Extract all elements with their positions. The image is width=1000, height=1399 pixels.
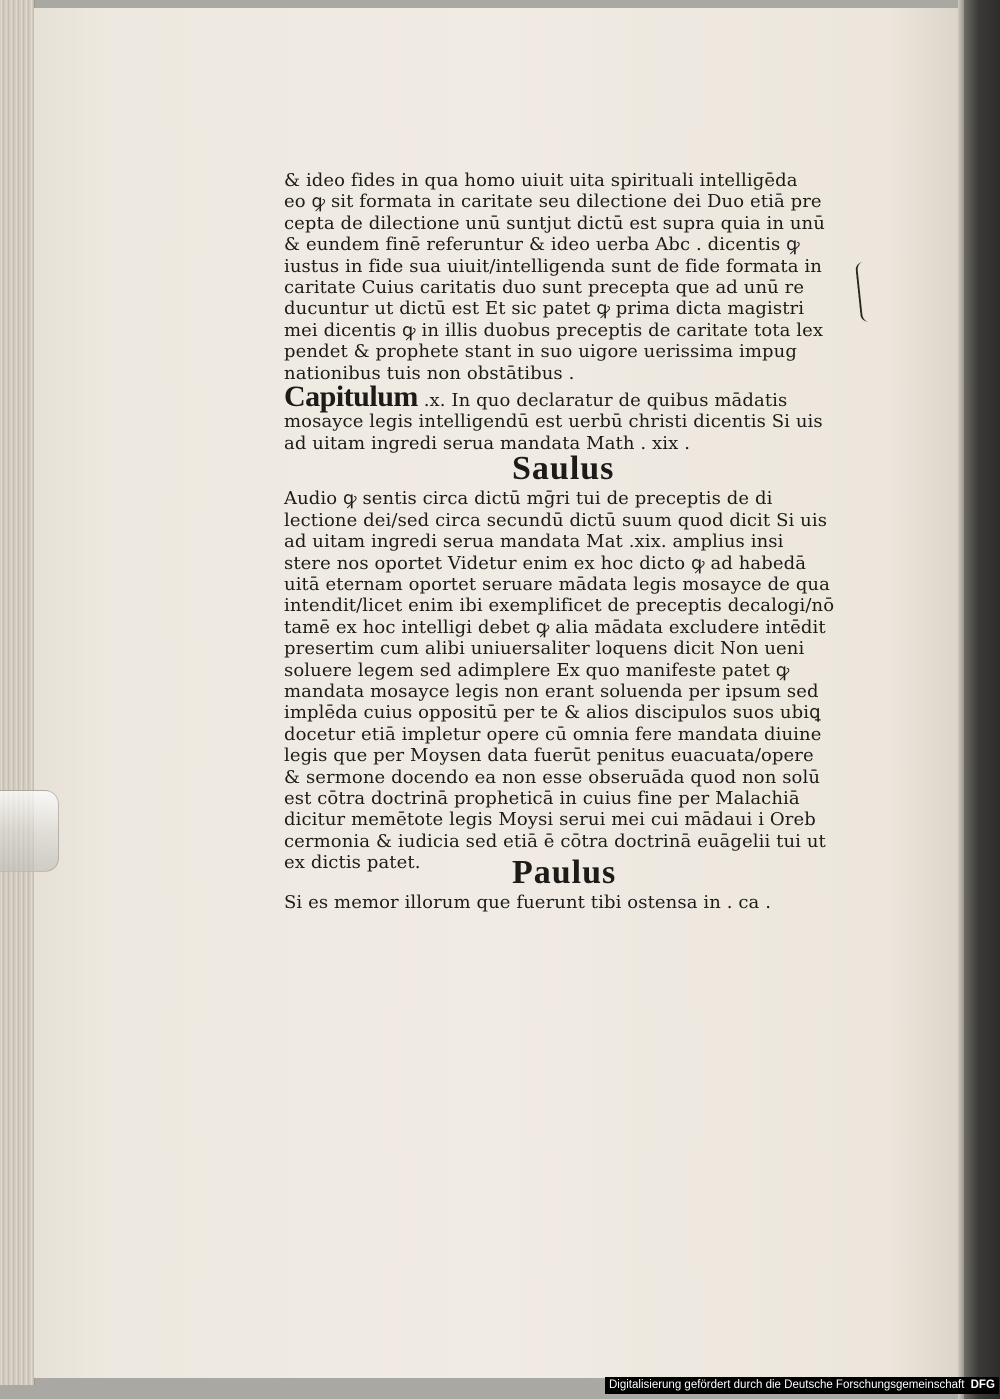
binding-gutter — [964, 0, 1000, 1399]
text-line: legis que per Moysen data fuerūt penitus euacuata/opere — [284, 745, 814, 767]
text-line: soluere legem sed adimplere Ex quo manifeste patet ꝙ — [284, 659, 790, 681]
text-line: est cōtra doctrinā propheticā in cuius fine per Malachiā — [284, 787, 800, 809]
text-column — [284, 170, 864, 913]
text-line: Audio ꝙ sentis circa dictū mḡri tui de preceptis de di — [284, 488, 773, 510]
text-line: lectione dei/sed circa secundū dictū suum quod dicit Si uis — [284, 509, 828, 531]
speaker-paulus: Paulus — [512, 853, 617, 891]
dfg-logo: DFG — [970, 1379, 995, 1391]
text-line: presertim cum alibi uniuersaliter loquens dicit Non ueni — [284, 638, 805, 660]
text-line: & sermone docendo ea non esse obseruāda quod non solū — [284, 766, 821, 788]
text-line: ad uitam ingredi serua mandata Mat .xix. amplius insi — [284, 531, 784, 553]
speaker-paulus-row — [284, 852, 864, 891]
text-line: cermonia & iudicia sed etiā ē cōtra doctrinā euāgelii tui ut — [284, 830, 826, 852]
text-line: pendet & prophete stant in suo uigore uerissima impug — [284, 341, 797, 363]
text-line: & eundem finē referuntur & ideo uerba Abc . dicentis ꝙ — [284, 234, 800, 256]
text-line: & ideo fides in qua homo uiuit uita spirituali intelligēda — [284, 170, 798, 191]
chapter-heading — [284, 380, 864, 414]
chapter-heading-rest: .x. In quo declaratur de quibus mādatis — [423, 390, 788, 412]
text-line: implēda cuius oppositū per te & alios discipulos suos ubiꝗ — [284, 702, 821, 724]
text-line: dicitur memētote legis Moysi serui mei cui mādaui i Oreb — [284, 809, 816, 831]
text-line: iustus in fide sua uiuit/intelligenda sunt de fide formata in — [284, 255, 822, 277]
saulus-paragraph — [284, 488, 864, 873]
text-line: tamē ex hoc intelligi debet ꝙ alia mādata excludere intēdit — [284, 616, 826, 638]
digitization-credit — [605, 1377, 999, 1394]
chapter-summary-line: ad uitam ingredi serua mandata Math . xix . — [284, 432, 691, 454]
chapter-summary-line: mosayce legis intelligendū est uerbū christi dicentis Si uis — [284, 411, 823, 433]
paulus-paragraph — [284, 892, 864, 913]
preceding-paragraph — [284, 170, 864, 384]
speaker-saulus-row — [284, 450, 864, 488]
text-line: Si es memor illorum que fuerunt tibi ostensa in . ca . — [284, 891, 772, 913]
chapter-heading-word: Capitulum — [284, 380, 418, 414]
text-line: ducuntur ut dictū est Et sic patet ꝙ prima dicta magistri — [284, 298, 805, 320]
text-line: cepta de dilectione unū suntjut dictū est supra quia in unū — [284, 212, 825, 234]
text-line: caritate Cuius caritatis duo sunt precepta que ad unū re — [284, 277, 805, 299]
text-line: stere nos oportet Videtur enim ex hoc dicto ꝙ ad habedā — [284, 552, 807, 574]
text-line: nationibus tuis non obstātibus . — [284, 362, 575, 384]
text-line: intendit/licet enim ibi exemplificet de preceptis decalogi/nō — [284, 595, 835, 617]
text-line: ex dictis patet. — [284, 852, 421, 874]
chapter-summary — [284, 411, 864, 454]
glass-clip — [0, 790, 59, 872]
page-edges-stack — [0, 0, 35, 1385]
speaker-saulus: Saulus — [512, 450, 615, 488]
text-line: docetur etiā impletur opere cū omnia fere mandata diuine — [284, 723, 822, 745]
text-line: uitā eternam oportet seruare mādata legis mosayce de qua — [284, 573, 830, 595]
credit-text: Digitalisierung gefördert durch die Deutsche Forschungsgemeinschaft — [609, 1379, 965, 1391]
text-line: mei dicentis ꝙ in illis duobus preceptis de caritate tota lex — [284, 319, 824, 341]
text-line: mandata mosayce legis non erant soluenda per ipsum sed — [284, 680, 819, 702]
text-line: eo ꝙ sit formata in caritate seu dilectione dei Duo etiā pre — [284, 191, 822, 213]
